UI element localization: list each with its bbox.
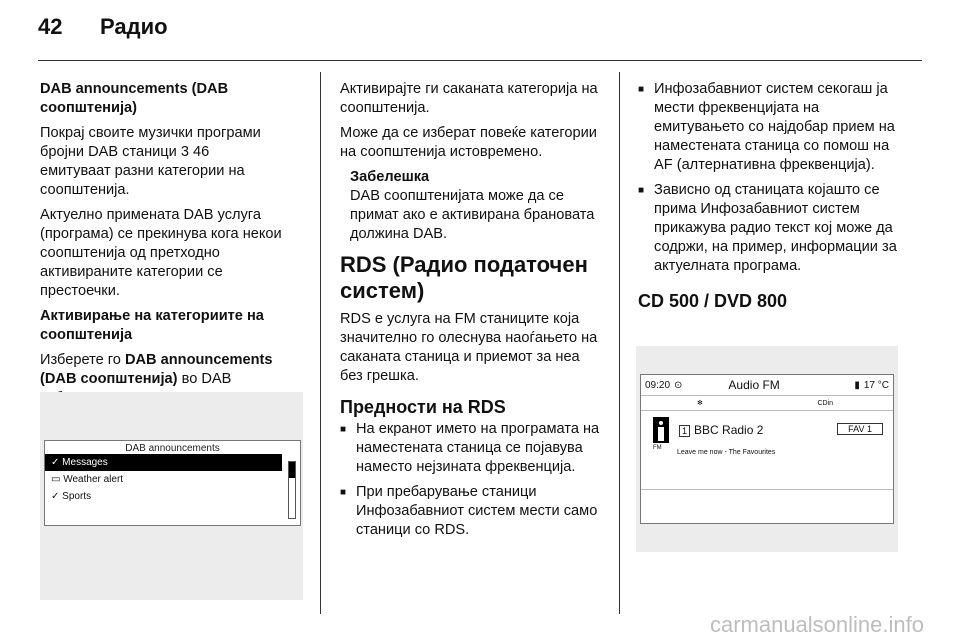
list-item: ■ Зависно од станицата којашто се прима Инфозабавниот систем прикажува радио текст кој може да содржи, на пример, информации за актуелната програма. [638, 181, 904, 276]
list-item: ■ Инфозабавниот систем секогаш ја мести фреквенцијата на емитувањето со најдобар прием на наместената станица со помош на AF (алтернативна фреквенција). [638, 80, 904, 175]
list-item: ■ На екранот името на програмата на наместената станица се појавува наместо нејзината фреквенција. [340, 420, 606, 477]
section-heading: DAB announcements (DAB соопштенија) [40, 81, 229, 116]
paragraph: Покрај своите музички програми бројни DAB станици 3 46 емитуваат разни категории на соопштенија. [40, 125, 261, 198]
watermark: carmanualsonline.info [709, 612, 924, 637]
list-item: ✓ Messages [45, 454, 282, 471]
paragraph: Активирајте ги саканата категорија на соопштенија. [340, 81, 598, 116]
column-divider [320, 72, 321, 614]
radio-main-area [641, 411, 893, 489]
note-box [350, 168, 606, 244]
page-title: Радио [100, 14, 168, 39]
bottom-bar [641, 489, 893, 502]
paragraph: Актуелно примената DAB услуга (програма) се прекинува кога некои соопштенија од претходно активираните категории се престоечки. [40, 207, 282, 299]
dab-screen [44, 440, 301, 526]
cd500-screen [640, 374, 894, 524]
checkbox-icon: ✓ [51, 491, 60, 502]
list-item: ■ При пребарување станици Инфозабавниот систем мести само станици со RDS. [340, 483, 606, 540]
subheading: Активирање на категориите на соопштенија [40, 308, 264, 343]
cdin-label: CDin [817, 399, 833, 407]
checkbox-icon: ▭ [51, 474, 61, 485]
paragraph: RDS е услуга на FM станиците која значително го олеснува наоѓањето на саканата станица и приемот за неа без грешка. [340, 311, 598, 384]
paragraph: Може да се изберат повеќе категории на соопштенија истовремено. [340, 125, 597, 160]
list-item: ▭ Weather alert [51, 474, 124, 485]
section-heading: RDS (Радио податочен систем) [340, 252, 588, 303]
scrollbar [288, 461, 296, 519]
header-rule [38, 60, 922, 61]
note-text: DAB соопштенијата може да се примат ако е активирана брановата должина DAB. [350, 188, 595, 242]
page-number: 42 [38, 14, 63, 39]
bullet-list [638, 80, 904, 276]
clock-icon: ⊙ [674, 379, 683, 391]
page-ref-icon: 3 [180, 144, 189, 160]
station-display [679, 423, 763, 437]
paragraph: Изберете го DAB announcements (DAB соопштенија) во DAB [40, 352, 273, 387]
page-header [38, 14, 168, 40]
section-heading: CD 500 / DVD 800 [638, 291, 788, 311]
subheading: Предности на RDS [340, 397, 506, 417]
column-2 [340, 80, 606, 546]
sub-bar [641, 396, 893, 411]
list-item: ✓ Sports [51, 491, 92, 502]
bullet-list [340, 420, 606, 540]
station-name: BBC Radio 2 [694, 423, 764, 437]
cd500-screen-image [636, 346, 898, 552]
column-3 [638, 80, 904, 314]
radio-text: Leave me now - The Favourites [677, 449, 776, 456]
radio-tower-icon [651, 417, 671, 443]
phone-icon: ▮ [854, 379, 860, 391]
dab-screen-image [40, 392, 303, 600]
checkbox-icon: ✓ [51, 457, 60, 468]
source-label: Audio FM [728, 378, 780, 392]
dab-screen-title: DAB announcements [125, 443, 220, 454]
preset-number: 1 [679, 425, 690, 437]
column-1 [40, 80, 306, 414]
note-title: Забелешка [350, 169, 430, 185]
clock: 09:20 [645, 379, 671, 391]
column-divider [619, 72, 620, 614]
bluetooth-icon: ✻ [697, 400, 703, 407]
fav-button: FAV 1 [837, 423, 883, 435]
status-bar [641, 375, 893, 396]
band-label: FM [653, 445, 662, 451]
temperature: 17 °C [863, 379, 889, 391]
